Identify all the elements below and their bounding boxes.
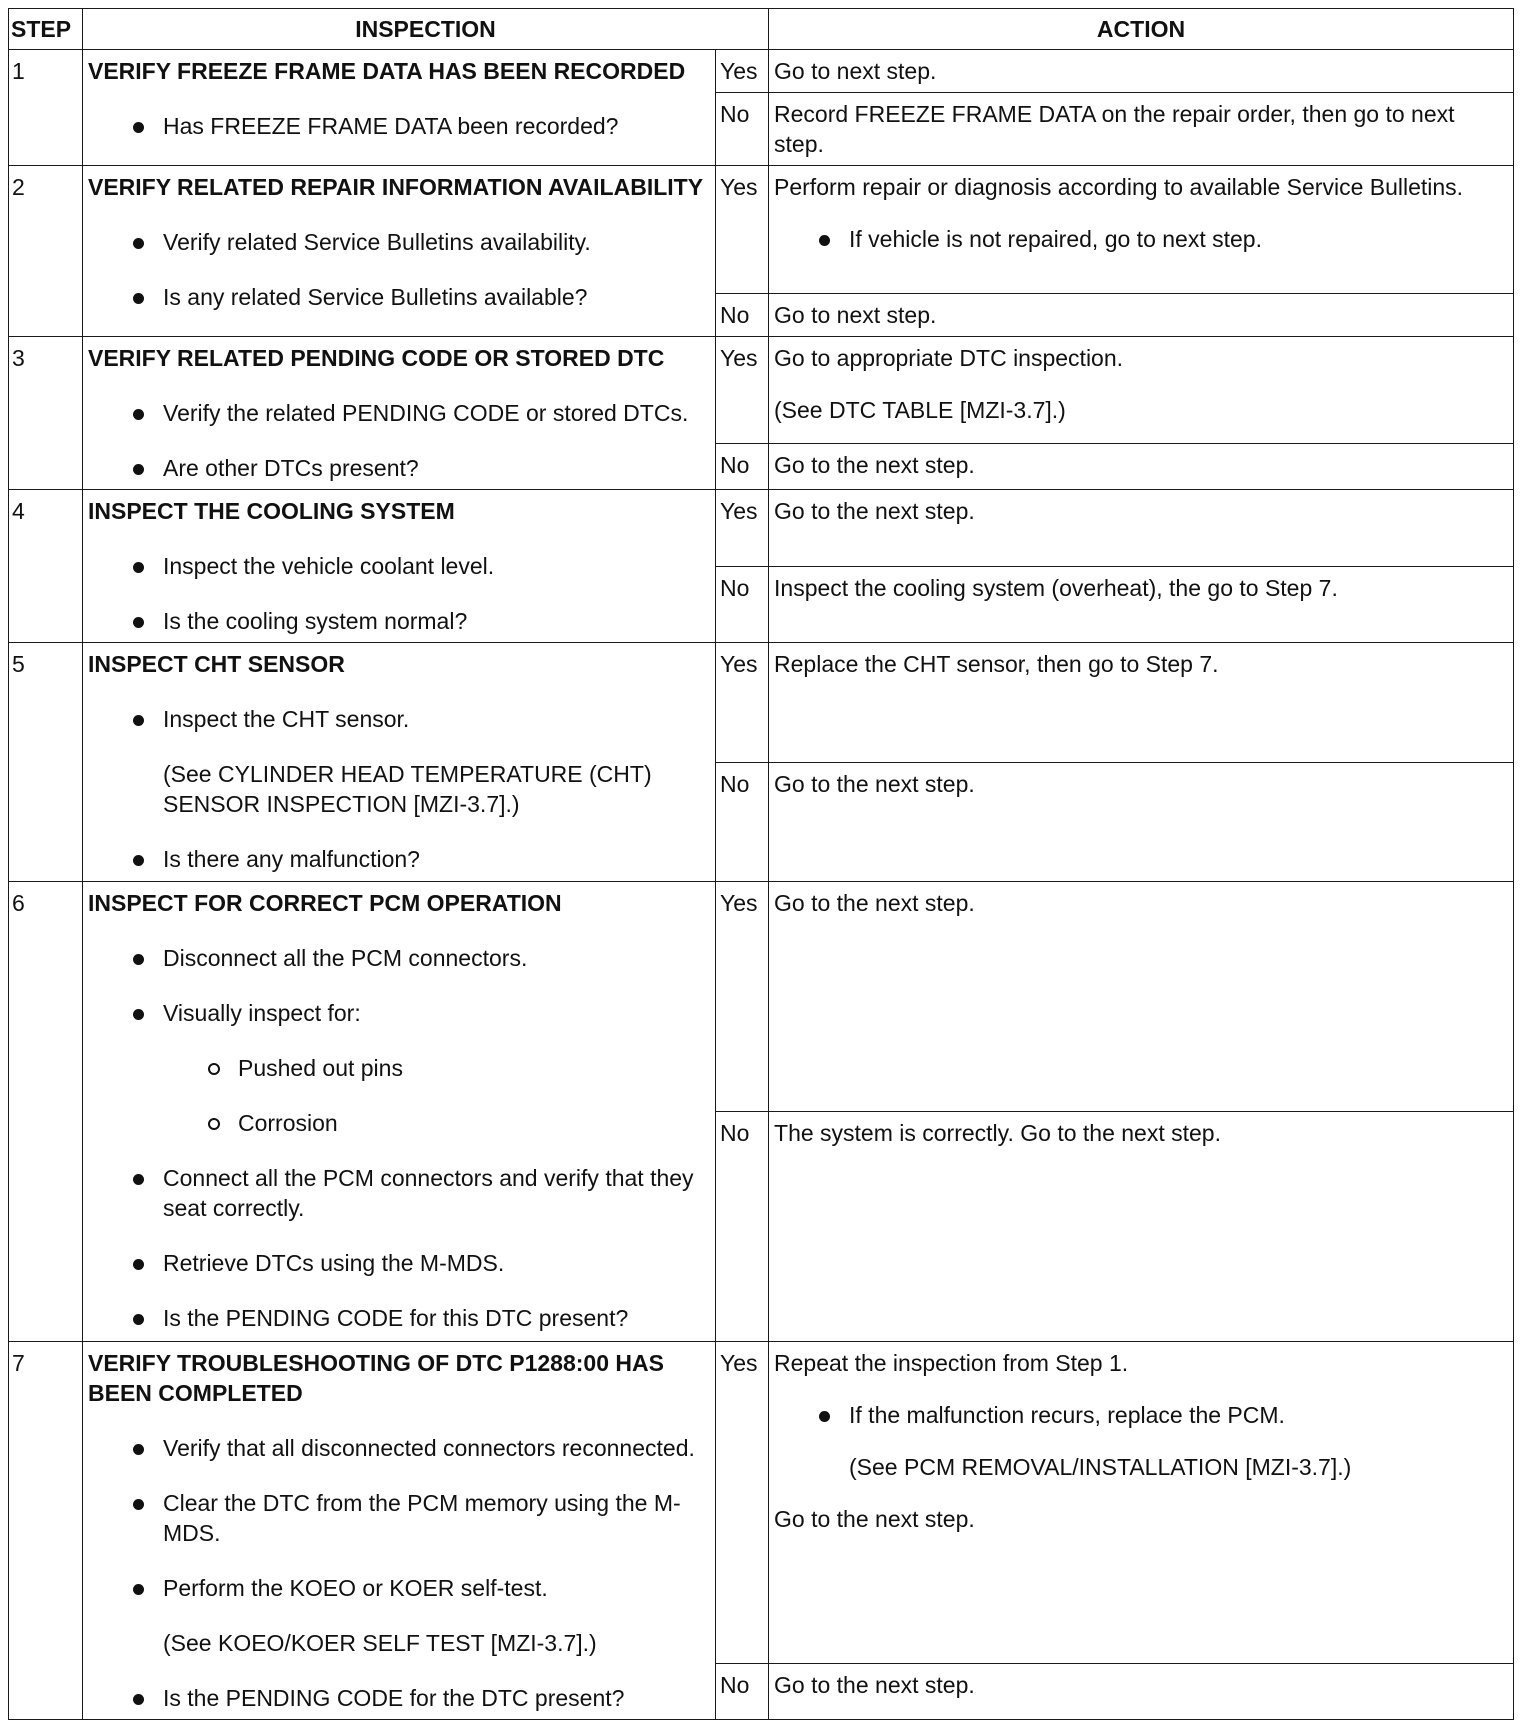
inspection-bullet: Clear the DTC from the PCM memory using the M-MDS. xyxy=(88,1488,710,1548)
inspection-bullet: Perform the KOEO or KOER self-test. xyxy=(88,1573,710,1603)
yes-label: Yes xyxy=(716,882,769,1112)
no-label: No xyxy=(716,763,769,882)
no-action: Go to the next step. xyxy=(769,763,1514,882)
inspection-note: (See CYLINDER HEAD TEMPERATURE (CHT) SENSOR INSPECTION [MZI-3.7].) xyxy=(163,761,652,817)
step-title: INSPECT FOR CORRECT PCM OPERATION xyxy=(88,890,562,916)
step-number: 7 xyxy=(9,1342,83,1720)
table-row xyxy=(9,490,1514,567)
step-title: VERIFY FREEZE FRAME DATA HAS BEEN RECORDED xyxy=(88,58,686,84)
diagnostic-procedure-page xyxy=(8,8,1513,1711)
inspection-sub-bullet: Corrosion xyxy=(88,1108,710,1138)
step-number: 5 xyxy=(9,643,83,882)
yes-action: Go to the next step. xyxy=(769,490,1514,567)
yes-action: Go to next step. xyxy=(769,50,1514,93)
inspection-note: (See KOEO/KOER SELF TEST [MZI-3.7].) xyxy=(163,1630,597,1656)
step-inspection xyxy=(83,643,716,882)
inspection-bullet: Is any related Service Bulletins available? xyxy=(88,282,710,312)
table-row xyxy=(9,337,1514,444)
inspection-bullet: Inspect the CHT sensor. xyxy=(88,704,710,734)
step-title: VERIFY TROUBLESHOOTING OF DTC P1288:00 HAS BEEN COMPLETED xyxy=(88,1350,664,1406)
yes-label: Yes xyxy=(716,1342,769,1664)
inspection-bullet: Is there any malfunction? xyxy=(88,844,710,874)
no-action: Inspect the cooling system (overheat), the go to Step 7. xyxy=(769,567,1514,643)
step-inspection xyxy=(83,490,716,643)
yes-action: Go to the next step. xyxy=(769,882,1514,1112)
no-label: No xyxy=(716,567,769,643)
action-bullet: If vehicle is not repaired, go to next step. xyxy=(774,224,1508,254)
yes-label: Yes xyxy=(716,50,769,93)
yes-label: Yes xyxy=(716,166,769,294)
step-inspection xyxy=(83,882,716,1342)
yes-label: Yes xyxy=(716,490,769,567)
table-row xyxy=(9,166,1514,294)
inspection-bullet: Connect all the PCM connectors and verify that they seat correctly. xyxy=(88,1163,710,1223)
inspection-bullet: Inspect the vehicle coolant level. xyxy=(88,551,710,581)
step-number: 3 xyxy=(9,337,83,490)
inspection-bullet: Verify the related PENDING CODE or stored DTCs. xyxy=(88,398,710,428)
no-action: Go to the next step. xyxy=(769,444,1514,490)
yes-action: Replace the CHT sensor, then go to Step 7. xyxy=(769,643,1514,763)
no-action: Go to next step. xyxy=(769,294,1514,337)
action-note: (See PCM REMOVAL/INSTALLATION [MZI-3.7].) xyxy=(849,1454,1352,1480)
yes-action-text: Perform repair or diagnosis according to available Service Bulletins. xyxy=(774,174,1464,200)
action-bullet: If the malfunction recurs, replace the PCM. xyxy=(774,1400,1508,1430)
step-title: INSPECT THE COOLING SYSTEM xyxy=(88,498,455,524)
header-inspection: INSPECTION xyxy=(83,9,769,50)
step-number: 2 xyxy=(9,166,83,337)
step-inspection xyxy=(83,166,716,337)
inspection-bullet: Verify that all disconnected connectors reconnected. xyxy=(88,1433,710,1463)
yes-action xyxy=(769,337,1514,444)
header-action: ACTION xyxy=(769,9,1514,50)
inspection-sub-bullet: Pushed out pins xyxy=(88,1053,710,1083)
step-title: VERIFY RELATED PENDING CODE OR STORED DTC xyxy=(88,345,665,371)
yes-action-text: Go to appropriate DTC inspection. xyxy=(774,345,1124,371)
inspection-bullet: Verify related Service Bulletins availability. xyxy=(88,227,710,257)
step-number: 6 xyxy=(9,882,83,1342)
inspection-bullet: Has FREEZE FRAME DATA been recorded? xyxy=(88,111,710,141)
yes-action xyxy=(769,1342,1514,1664)
no-action: Record FREEZE FRAME DATA on the repair order, then go to next step. xyxy=(769,93,1514,166)
step-number: 4 xyxy=(9,490,83,643)
table-row xyxy=(9,643,1514,763)
step-number: 1 xyxy=(9,50,83,166)
inspection-bullet: Is the cooling system normal? xyxy=(88,606,710,636)
step-inspection xyxy=(83,50,716,166)
no-label: No xyxy=(716,93,769,166)
yes-action xyxy=(769,166,1514,294)
inspection-bullet: Are other DTCs present? xyxy=(88,453,710,483)
header-step: STEP xyxy=(9,9,83,50)
no-action: The system is correctly. Go to the next step. xyxy=(769,1112,1514,1342)
no-label: No xyxy=(716,444,769,490)
yes-label: Yes xyxy=(716,643,769,763)
inspection-bullet: Disconnect all the PCM connectors. xyxy=(88,943,710,973)
table-header-row xyxy=(9,9,1514,50)
yes-label: Yes xyxy=(716,337,769,444)
step-title: INSPECT CHT SENSOR xyxy=(88,651,345,677)
inspection-bullet: Visually inspect for: xyxy=(88,998,710,1028)
diagnostic-table xyxy=(8,8,1514,1720)
yes-action-text: Repeat the inspection from Step 1. xyxy=(774,1350,1129,1376)
no-label: No xyxy=(716,1664,769,1720)
no-action: Go to the next step. xyxy=(769,1664,1514,1720)
yes-action-text-2: Go to the next step. xyxy=(774,1506,975,1532)
action-note: (See DTC TABLE [MZI-3.7].) xyxy=(774,397,1066,423)
table-row xyxy=(9,1342,1514,1664)
step-inspection xyxy=(83,337,716,490)
table-row xyxy=(9,50,1514,93)
step-title: VERIFY RELATED REPAIR INFORMATION AVAILABILITY xyxy=(88,174,704,200)
inspection-bullet: Is the PENDING CODE for this DTC present? xyxy=(88,1303,710,1333)
no-label: No xyxy=(716,294,769,337)
inspection-bullet: Retrieve DTCs using the M-MDS. xyxy=(88,1248,710,1278)
step-inspection xyxy=(83,1342,716,1720)
table-row xyxy=(9,882,1514,1112)
inspection-bullet: Is the PENDING CODE for the DTC present? xyxy=(88,1683,710,1713)
no-label: No xyxy=(716,1112,769,1342)
